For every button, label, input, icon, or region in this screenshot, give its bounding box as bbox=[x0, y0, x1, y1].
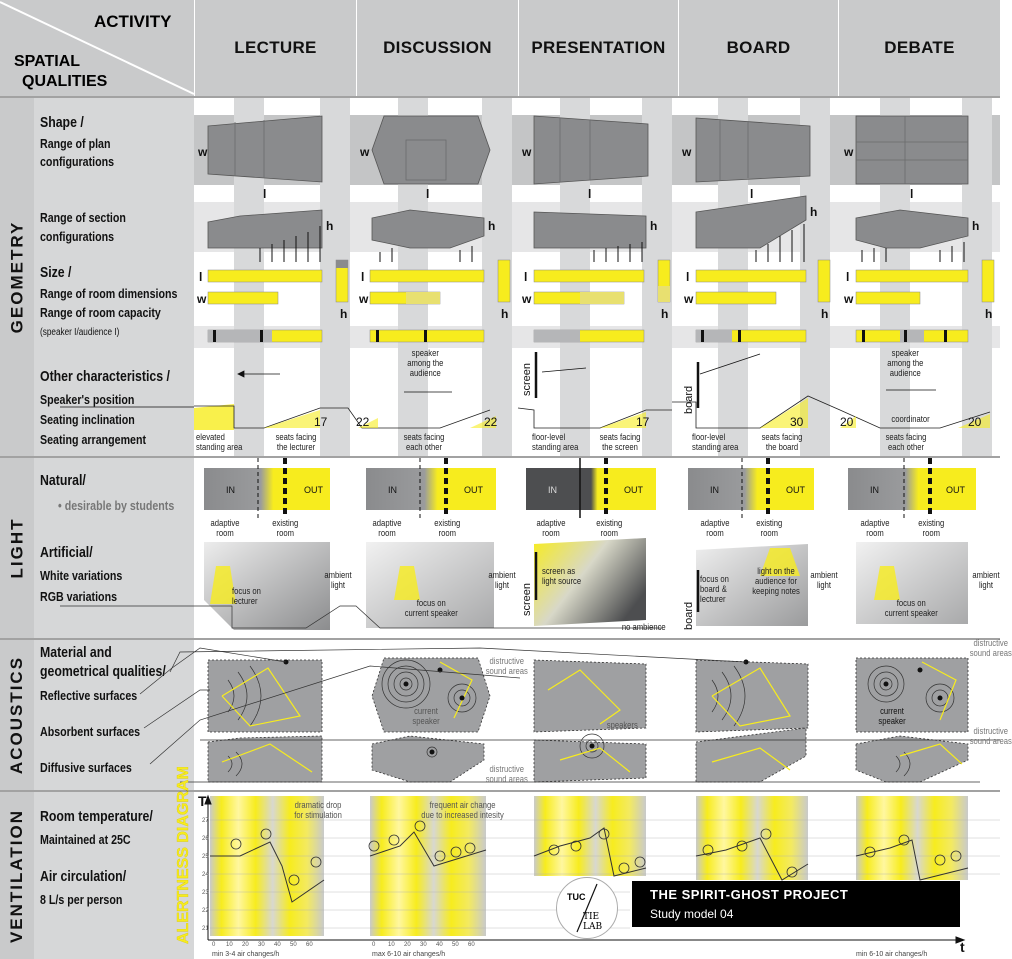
dst3b: sound areas bbox=[969, 648, 1012, 658]
note-debate bbox=[886, 432, 927, 452]
la1a: adaptive bbox=[210, 518, 240, 528]
le3b: room bbox=[600, 528, 618, 538]
out-3: OUT bbox=[624, 485, 643, 495]
label-material-1: Material and bbox=[40, 644, 112, 661]
xtick-60: 60 bbox=[306, 942, 313, 948]
note-l-r1: seats facing bbox=[275, 432, 317, 442]
col-header-presentation: PRESENTATION bbox=[518, 0, 678, 96]
size-h-1: h bbox=[340, 307, 348, 321]
size-w-2: w bbox=[359, 292, 369, 306]
ytick-27: 27 bbox=[202, 818, 209, 824]
col-header-lecture: LECTURE bbox=[194, 0, 356, 96]
note-lecture-left bbox=[196, 432, 242, 452]
light-audience bbox=[752, 566, 800, 596]
dim-l-3: l bbox=[588, 187, 592, 201]
xtick-d40: 40 bbox=[436, 942, 443, 948]
note-discussion-speaker bbox=[407, 348, 443, 378]
out-2: OUT bbox=[464, 485, 483, 495]
label-other-3: Seating inclination bbox=[40, 412, 135, 427]
in-2: IN bbox=[388, 485, 397, 495]
size-h-4: h bbox=[821, 307, 829, 321]
label-other-4: Seating arrangement bbox=[40, 432, 147, 447]
size-l-4: l bbox=[686, 270, 690, 284]
light-adaptive-1 bbox=[211, 518, 240, 538]
focus-speaker-discussion bbox=[405, 598, 458, 618]
project-title: THE SPIRIT-GHOST PROJECT bbox=[650, 887, 849, 902]
ytick-25: 25 bbox=[202, 854, 209, 860]
note-b-l1: floor-level bbox=[692, 432, 726, 442]
light-existing-2 bbox=[434, 518, 460, 538]
la2b: room bbox=[378, 528, 396, 538]
le2a: existing bbox=[434, 518, 461, 528]
dim-l-2: l bbox=[426, 187, 430, 201]
note-db-2: each other bbox=[887, 442, 925, 452]
note-b-r1: seats facing bbox=[761, 432, 803, 442]
lau3: keeping notes bbox=[752, 586, 800, 596]
fl1: focus on bbox=[232, 586, 261, 596]
cs2a: current bbox=[880, 706, 904, 716]
light-adaptive-4 bbox=[701, 518, 730, 538]
label-reflective: Reflective surfaces bbox=[40, 688, 138, 703]
note-p-l2: standing area bbox=[532, 442, 579, 452]
logo-tielab: TIE LAB bbox=[583, 912, 603, 932]
axis-T: T bbox=[198, 793, 207, 809]
vd2: for stimulation bbox=[294, 810, 342, 820]
alertness-label bbox=[175, 766, 192, 944]
board-label: board bbox=[683, 385, 695, 414]
dst2b: sound areas bbox=[485, 774, 528, 784]
current-speaker-1 bbox=[412, 706, 439, 726]
project-subtitle: Study model 04 bbox=[650, 907, 734, 921]
board-label-light: board bbox=[683, 601, 695, 630]
cs1b: speaker bbox=[412, 716, 440, 726]
note-dbs-3: audience bbox=[889, 368, 921, 378]
label-circ-2: 8 L/s per person bbox=[40, 892, 123, 907]
label-temp-1: Room temperature/ bbox=[40, 808, 153, 825]
label-natural-1: Natural/ bbox=[40, 472, 86, 489]
fb3: lecturer bbox=[700, 594, 726, 604]
no-ambience: no ambience bbox=[621, 622, 666, 632]
am5a: ambient bbox=[972, 570, 1000, 580]
activity-label: ACTIVITY bbox=[94, 12, 172, 31]
lau1: light on the bbox=[757, 566, 795, 576]
note-dbs-1: speaker bbox=[891, 348, 919, 358]
seat-count-presentation: 17 bbox=[636, 415, 650, 429]
tuc-tie-lab-logo bbox=[556, 877, 618, 939]
la5b: room bbox=[866, 528, 884, 538]
label-shape-2: Range of plan bbox=[40, 136, 111, 151]
light-existing-4 bbox=[756, 518, 782, 538]
dst2a: distructive bbox=[489, 764, 524, 774]
focus-lecturer bbox=[232, 586, 261, 606]
label-size-2: Range of room dimensions bbox=[40, 286, 178, 301]
le2b: room bbox=[438, 528, 456, 538]
screen-label-light: screen bbox=[521, 582, 533, 616]
note-board-left bbox=[692, 432, 738, 452]
note-p-l1: floor-level bbox=[532, 432, 566, 442]
size-l-3: l bbox=[524, 270, 528, 284]
in-4: IN bbox=[710, 485, 719, 495]
dim-w-1: w bbox=[198, 145, 208, 159]
cs1a: current bbox=[414, 706, 438, 716]
distructive-3 bbox=[970, 638, 1012, 658]
note-debate-coordinator: coordinator bbox=[891, 414, 930, 424]
label-absorbent: Absorbent surfaces bbox=[40, 724, 141, 739]
section-acoustics-title: ACOUSTICS bbox=[7, 655, 26, 775]
label-shape-1: Shape / bbox=[40, 114, 84, 131]
note-ds-1: speaker bbox=[411, 348, 439, 358]
label-other-1: Other characteristics / bbox=[40, 368, 170, 385]
vent-frequent bbox=[421, 800, 504, 820]
air-change-discussion: max 6-10 air changes/h bbox=[372, 951, 446, 958]
current-speaker-2 bbox=[878, 706, 905, 726]
dst4b: sound areas bbox=[969, 736, 1012, 746]
dim-h-1: h bbox=[326, 219, 334, 233]
note-p-r1: seats facing bbox=[599, 432, 641, 442]
distructive-2 bbox=[486, 764, 528, 784]
vent-tick-labels-x bbox=[212, 942, 475, 948]
la3b: room bbox=[542, 528, 560, 538]
note-discussion bbox=[404, 432, 445, 452]
xtick-50: 50 bbox=[290, 942, 297, 948]
xtick-0: 0 bbox=[212, 942, 216, 948]
size-h-5: h bbox=[985, 307, 993, 321]
screen-label: screen bbox=[521, 362, 533, 396]
vf1: frequent air change bbox=[429, 800, 496, 810]
fs2a: focus on bbox=[896, 598, 926, 608]
xtick-40: 40 bbox=[274, 942, 281, 948]
ytick-24: 24 bbox=[202, 872, 209, 878]
dim-l-5: l bbox=[910, 187, 914, 201]
ambient-4 bbox=[810, 570, 837, 590]
label-natural-2: • desirable by students bbox=[58, 498, 175, 513]
ytick-23: 23 bbox=[202, 890, 209, 896]
out-1: OUT bbox=[304, 485, 323, 495]
seat-count-board: 30 bbox=[790, 415, 804, 429]
note-db-1: seats facing bbox=[885, 432, 927, 442]
project-title-box bbox=[632, 881, 960, 927]
label-other-2: Speaker's position bbox=[40, 392, 135, 407]
label-circ-1: Air circulation/ bbox=[40, 868, 127, 885]
seat-count-debate-left: 20 bbox=[840, 415, 854, 429]
note-b-r2: the board bbox=[765, 442, 799, 452]
xtick-d50: 50 bbox=[452, 942, 459, 948]
in-3: IN bbox=[548, 485, 557, 495]
size-h-3: h bbox=[661, 307, 669, 321]
label-artificial-1: Artificial/ bbox=[40, 544, 93, 561]
in-5: IN bbox=[870, 485, 879, 495]
acoustics-shapes bbox=[208, 658, 968, 782]
out-5: OUT bbox=[946, 485, 965, 495]
dim-h-5: h bbox=[972, 219, 980, 233]
xtick-30: 30 bbox=[258, 942, 265, 948]
note-l-l2: standing area bbox=[196, 442, 243, 452]
note-l-l1: elevated bbox=[196, 432, 225, 442]
light-existing-1 bbox=[272, 518, 298, 538]
col-header-debate: DEBATE bbox=[838, 0, 1000, 96]
le1b: room bbox=[276, 528, 294, 538]
label-artificial-3: RGB variations bbox=[40, 589, 118, 604]
ss2: light source bbox=[542, 576, 582, 586]
dst3a: distructive bbox=[973, 638, 1008, 648]
logo-tuc: TUC bbox=[567, 892, 586, 902]
dim-h-3: h bbox=[650, 219, 658, 233]
label-temp-2: Maintained at 25C bbox=[40, 832, 131, 847]
lau2: audience for bbox=[754, 576, 798, 586]
fb2: board & bbox=[700, 584, 727, 594]
ytick-26: 26 bbox=[202, 836, 209, 842]
am4b: light bbox=[816, 580, 832, 590]
dim-w-3: w bbox=[522, 145, 532, 159]
fb1: focus on bbox=[700, 574, 729, 584]
distructive-1 bbox=[486, 656, 528, 676]
ambient-1 bbox=[324, 570, 351, 590]
la3a: adaptive bbox=[536, 518, 566, 528]
section-geometry-title: GEOMETRY bbox=[7, 220, 26, 334]
am5b: light bbox=[978, 580, 994, 590]
la5a: adaptive bbox=[860, 518, 890, 528]
out-4: OUT bbox=[786, 485, 805, 495]
col-header-board: BOARD bbox=[678, 0, 838, 96]
speakers-label: speakers bbox=[606, 720, 638, 730]
note-debate-speaker bbox=[887, 348, 923, 378]
xtick-10: 10 bbox=[226, 942, 233, 948]
seat-count-debate-right: 20 bbox=[968, 415, 982, 429]
vent-dramatic bbox=[294, 800, 342, 820]
le3a: existing bbox=[596, 518, 623, 528]
light-existing-5 bbox=[918, 518, 944, 538]
fs2b: current speaker bbox=[884, 608, 938, 618]
xtick-d60: 60 bbox=[468, 942, 475, 948]
xtick-d0: 0 bbox=[372, 942, 376, 948]
note-board-right bbox=[762, 432, 803, 452]
label-diffusive: Diffusive surfaces bbox=[40, 760, 132, 775]
dst4a: distructive bbox=[973, 726, 1008, 736]
la4b: room bbox=[706, 528, 724, 538]
size-w-1: w bbox=[197, 292, 207, 306]
label-artificial-2: White variations bbox=[40, 568, 123, 583]
cs2b: speaker bbox=[878, 716, 906, 726]
le1a: existing bbox=[272, 518, 299, 528]
note-ds-2: among the bbox=[407, 358, 444, 368]
note-d-1: seats facing bbox=[403, 432, 445, 442]
qualities-word: QUALITIES bbox=[22, 73, 108, 90]
dst1a: distructive bbox=[489, 656, 524, 666]
size-w-4: w bbox=[684, 292, 694, 306]
xtick-d30: 30 bbox=[420, 942, 427, 948]
light-existing-3 bbox=[596, 518, 622, 538]
am4a: ambient bbox=[810, 570, 838, 580]
le4a: existing bbox=[756, 518, 783, 528]
axis-t: t bbox=[960, 939, 965, 955]
am2a: ambient bbox=[488, 570, 516, 580]
seat-count-discussion-left: 22 bbox=[356, 415, 370, 429]
size-l-5: l bbox=[846, 270, 850, 284]
size-l-2: l bbox=[361, 270, 365, 284]
xtick-20: 20 bbox=[242, 942, 249, 948]
fs1b: current speaker bbox=[404, 608, 458, 618]
note-b-l2: standing area bbox=[692, 442, 739, 452]
spatial-word: SPATIAL bbox=[14, 53, 81, 70]
ambient-5 bbox=[972, 570, 999, 590]
screen-light-source bbox=[542, 566, 581, 586]
air-change-debate: min 6-10 air changes/h bbox=[856, 951, 928, 958]
in-1: IN bbox=[226, 485, 235, 495]
focus-board bbox=[700, 574, 729, 604]
note-p-r2: the screen bbox=[602, 442, 638, 452]
seat-count-discussion-right: 22 bbox=[484, 415, 498, 429]
seat-count-lecture: 17 bbox=[314, 415, 328, 429]
note-d-2: each other bbox=[405, 442, 443, 452]
label-size-4: (speaker I/audience I) bbox=[40, 327, 120, 338]
le4b: room bbox=[760, 528, 778, 538]
label-section-1: Range of section bbox=[40, 210, 126, 225]
ytick-21: 21 bbox=[202, 926, 209, 932]
ytick-22: 22 bbox=[202, 908, 209, 914]
vent-air-change-labels bbox=[212, 951, 927, 958]
note-l-r2: the lecturer bbox=[276, 442, 316, 452]
la1b: room bbox=[216, 528, 234, 538]
note-lecture-right bbox=[276, 432, 317, 452]
air-change-lecture: min 3-4 air changes/h bbox=[212, 951, 280, 958]
la2a: adaptive bbox=[372, 518, 402, 528]
size-w-3: w bbox=[522, 292, 532, 306]
focus-speaker-debate bbox=[885, 598, 938, 618]
le5a: existing bbox=[918, 518, 945, 528]
size-l-1: l bbox=[199, 270, 203, 284]
col-header-discussion: DISCUSSION bbox=[356, 0, 518, 96]
label-size-1: Size / bbox=[40, 264, 72, 281]
xtick-d20: 20 bbox=[404, 942, 411, 948]
label-material-2: geometrical qualities/ bbox=[40, 663, 166, 680]
dst1b: sound areas bbox=[485, 666, 528, 676]
dim-w-4: w bbox=[682, 145, 692, 159]
note-dbs-2: among the bbox=[887, 358, 924, 368]
dim-h-4: h bbox=[810, 205, 818, 219]
le5b: room bbox=[922, 528, 940, 538]
label-section-2: configurations bbox=[40, 229, 115, 244]
am2b: light bbox=[494, 580, 510, 590]
note-ds-3: audience bbox=[409, 368, 441, 378]
dim-w-2: w bbox=[360, 145, 370, 159]
alertness-diagram-title: ALERTNESS DIAGRAM bbox=[175, 766, 192, 944]
dim-l-1: l bbox=[263, 187, 267, 201]
section-light-title: LIGHT bbox=[7, 517, 26, 579]
dim-h-2: h bbox=[488, 219, 496, 233]
light-adaptive-2 bbox=[373, 518, 402, 538]
label-size-3: Range of room capacity bbox=[40, 305, 161, 320]
vf2: due to increased intesity bbox=[421, 810, 504, 820]
vd1: dramatic drop bbox=[294, 800, 342, 810]
ambient-2 bbox=[488, 570, 515, 590]
ss1: screen as bbox=[542, 566, 576, 576]
dim-w-5: w bbox=[844, 145, 854, 159]
light-adaptive-3 bbox=[537, 518, 566, 538]
note-presentation-left bbox=[532, 432, 578, 452]
dim-l-4: l bbox=[750, 187, 754, 201]
distructive-4 bbox=[970, 726, 1012, 746]
size-w-5: w bbox=[844, 292, 854, 306]
am1b: light bbox=[330, 580, 346, 590]
note-presentation-right bbox=[600, 432, 641, 452]
fl2: lecturer bbox=[232, 596, 258, 606]
size-h-2: h bbox=[501, 307, 509, 321]
section-ventilation-title: VENTILATION bbox=[7, 808, 27, 943]
fs1a: focus on bbox=[416, 598, 446, 608]
light-adaptive-5 bbox=[861, 518, 890, 538]
xtick-d10: 10 bbox=[388, 942, 395, 948]
label-shape-3: configurations bbox=[40, 154, 115, 169]
am1a: ambient bbox=[324, 570, 352, 580]
la4a: adaptive bbox=[700, 518, 730, 528]
